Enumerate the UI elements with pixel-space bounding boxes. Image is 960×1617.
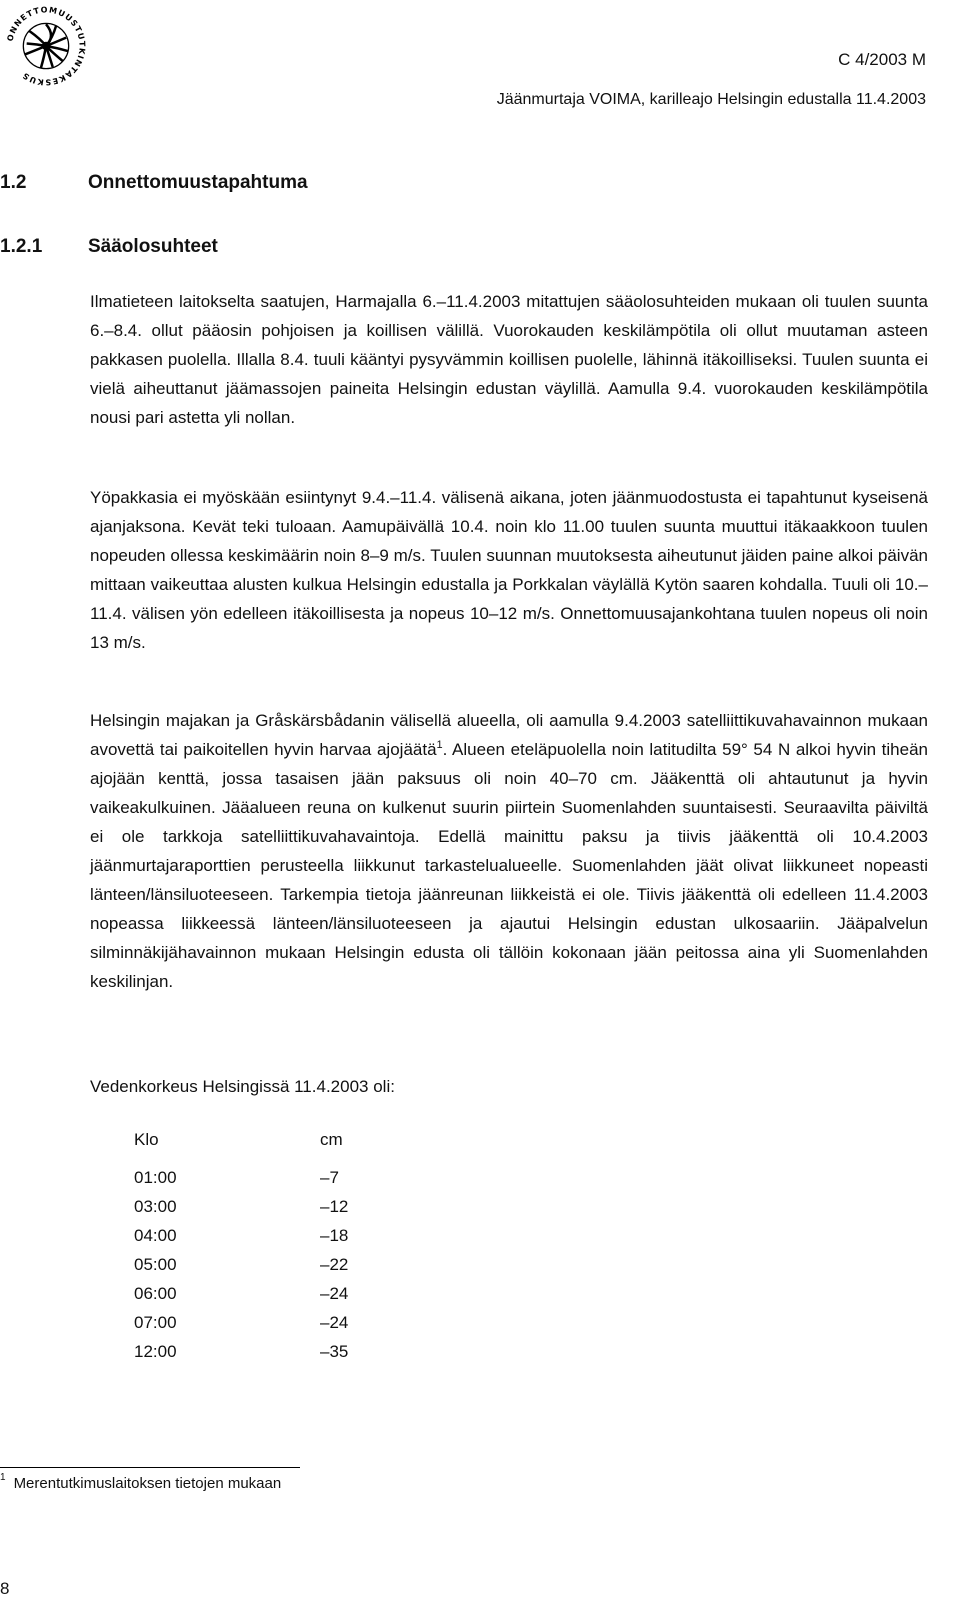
table-cell-cm: –22 bbox=[320, 1255, 349, 1274]
table-cell-cm: –7 bbox=[320, 1168, 339, 1187]
paragraph-text bbox=[90, 706, 928, 996]
footnote-text: Merentutkimuslaitoksen tietojen mukaan bbox=[13, 1475, 282, 1492]
table-row bbox=[134, 1250, 348, 1279]
water-level-table bbox=[134, 1125, 348, 1366]
table-cell-cm: –35 bbox=[320, 1342, 349, 1361]
table-row bbox=[134, 1337, 348, 1366]
paragraph-text-part: Helsingin majakan ja Gråskärsbådanin välisellä alueella, oli aamulla 9.4.2003 satelliittikuvahavainnon mukaan avovettä tai paikoitellen hyvin harvaa ajojäätä bbox=[90, 711, 928, 759]
table-row bbox=[134, 1279, 348, 1308]
document-title: Jäänmurtaja VOIMA, karilleajo Helsingin edustalla 11.4.2003 bbox=[496, 91, 926, 108]
table-row bbox=[134, 1221, 348, 1250]
table-header-row bbox=[134, 1125, 348, 1154]
section-title: Onnettomuustapahtuma bbox=[88, 172, 308, 193]
section-heading bbox=[0, 172, 308, 194]
table-row bbox=[134, 1192, 348, 1221]
paragraph-text: Vedenkorkeus Helsingissä 11.4.2003 oli: bbox=[90, 1077, 395, 1096]
table-cell-time: 06:00 bbox=[134, 1284, 177, 1303]
table-cell-cm: –24 bbox=[320, 1313, 349, 1332]
table-cell-time: 04:00 bbox=[134, 1226, 177, 1245]
table-header-cm: cm bbox=[320, 1130, 343, 1149]
logo-text: ONNETTOMUUSTUTKINTAKESKUS bbox=[5, 5, 87, 87]
paragraph-water-level bbox=[90, 1072, 928, 1101]
table-row bbox=[134, 1308, 348, 1337]
footnote-divider bbox=[0, 1467, 300, 1468]
table-row bbox=[134, 1163, 348, 1192]
table-cell-cm: –24 bbox=[320, 1284, 349, 1303]
paragraph-text: Yöpakkasia ei myöskään esiintynyt 9.4.–11.4. välisenä aikana, joten jäänmuodostusta ei tapahtunut kyseisenä ajanjaksona. Kevät teki tuloaan. Aamupäivällä 10.4. noin klo 11.00 tuulen suunta muuttui itäkaakkoon tuulen nopeuden ollessa keskimäärin noin 8–9 m/s. Tuulen suunnan muutoksesta aiheutunut jäiden paine alkoi päivän mittaan vaikeuttaa alusten kulkua Helsingin edustalla ja Porkkalan väylällä Kytön saaren kohdalla. Tuuli oli 10.–11.4. välisen yön edelleen itäkoillisesta ja nopeus 10–12 m/s. Onnettomuusajankohtana tuulen nopeus oli noin 13 m/s. bbox=[90, 488, 928, 652]
footnote bbox=[0, 1472, 281, 1492]
subsection-number: 1.2.1 bbox=[0, 236, 43, 257]
subsection-heading bbox=[0, 236, 218, 258]
paragraph-weather-2 bbox=[90, 483, 928, 657]
table-cell-time: 03:00 bbox=[134, 1197, 177, 1216]
organization-logo bbox=[4, 4, 88, 88]
table-cell-time: 12:00 bbox=[134, 1342, 177, 1361]
page-number: 8 bbox=[0, 1579, 10, 1598]
table-header-time: Klo bbox=[134, 1130, 159, 1149]
paragraph-ice bbox=[90, 706, 928, 996]
document-code: C 4/2003 M bbox=[838, 50, 926, 69]
table-cell-time: 07:00 bbox=[134, 1313, 177, 1332]
paragraph-text: Ilmatieteen laitokselta saatujen, Harmajalla 6.–11.4.2003 mitattujen sääolosuhteiden mukaan oli tuulen suunta 6.–8.4. ollut pääosin pohjoisen ja koillisen välillä. Vuorokauden keskilämpötila oli ollut muutaman asteen pakkasen puolella. Illalla 8.4. tuuli kääntyi pysyvämmin koillisen puolelle, lähinnä itäkoilliseksi. Tuulen suunta ei vielä aiheuttanut jäämassojen paineita Helsingin edustan väylillä. Aamulla 9.4. vuorokauden keskilämpötila nousi pari astetta yli nollan. bbox=[90, 292, 928, 427]
footnote-reference[interactable]: 1 bbox=[436, 739, 443, 751]
subsection-title: Sääolosuhteet bbox=[88, 236, 218, 257]
paragraph-weather-1 bbox=[90, 287, 928, 432]
table-cell-time: 05:00 bbox=[134, 1255, 177, 1274]
table-cell-time: 01:00 bbox=[134, 1168, 177, 1187]
paragraph-text-part: . Alueen eteläpuolella noin latitudilta 59° 54 N alkoi hyvin tiheän ajojään kenttä, jossa tasaisen jään paksuus oli noin 40–70 cm. Jääkenttä oli ahtautunut ja hyvin vaikeakulkuinen. Jääalueen reuna on kulkenut suurin piirtein Suomenlahden suuntaisesti. Seuraavilta päiviltä ei ole tarkkoja satelliittikuvahavaintoja. Edellä mainittu paksu ja tiivis jääkenttä oli 10.4.2003 jäänmurtajaraporttien perusteella liikkunut tarkastelualueelle. Suomenlahden jäät olivat liikkuneet nopeasti länteen/länsiluoteeseen. Tarkempia tietoja jäänreunan liikkeistä ei ole. Tiivis jääkenttä oli edelleen 11.4.2003 nopeassa liikkeessä länteen/länsiluoteeseen ja ajautui Helsingin edustan ulkosaariin. Jääpalvelun silminnäkijähavainnon mukaan Helsingin edusta oli tällöin kokonaan jään peitossa aina yli Suomenlahden keskilinjan. bbox=[90, 740, 929, 991]
table-cell-cm: –18 bbox=[320, 1226, 349, 1245]
section-number: 1.2 bbox=[0, 172, 27, 193]
table-cell-cm: –12 bbox=[320, 1197, 349, 1216]
footnote-mark: 1 bbox=[0, 1472, 6, 1483]
